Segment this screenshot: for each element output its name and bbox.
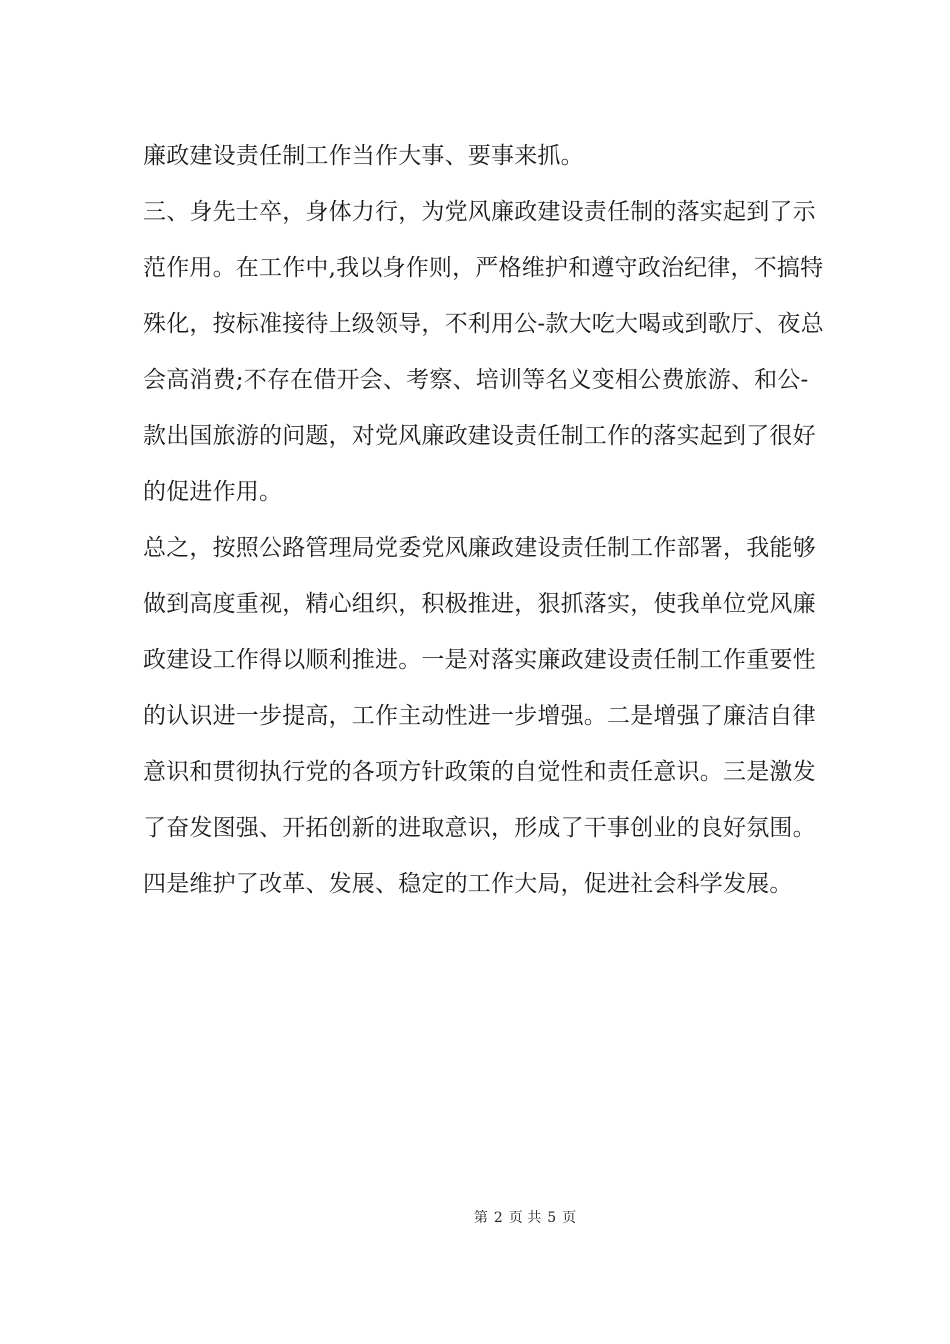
footer-suffix: 页 [562, 1210, 577, 1226]
text-line: 了奋发图强、开拓创新的进取意识，形成了干事创业的良好氛围。 [143, 815, 816, 841]
page-footer [0, 1208, 950, 1228]
document-body [143, 128, 824, 912]
text-line: 三、身先士卒，身体力行，为党风廉政建设责任制的落实起到了示 [143, 199, 816, 225]
current-page-number: 2 [493, 1210, 503, 1226]
text-line: 政建设工作得以顺利推进。一是对落实廉政建设责任制工作重要性 [143, 647, 816, 673]
footer-prefix: 第 [473, 1210, 488, 1226]
text-line: 的促进作用。 [143, 479, 283, 505]
text-line: 廉政建设责任制工作当作大事、要事来抓。 [143, 143, 584, 169]
text-line: 的认识进一步提高，工作主动性进一步增强。二是增强了廉洁自律 [143, 703, 816, 729]
text-line: 款出国旅游的问题，对党风廉政建设责任制工作的落实起到了很好 [143, 423, 816, 449]
text-line: 做到高度重视，精心组织，积极推进，狠抓落实，使我单位党风廉 [143, 591, 816, 617]
text-line: 范作用。在工作中,我以身作则，严格维护和遵守政治纪律，不搞特 [143, 255, 824, 281]
text-line: 殊化，按标准接待上级领导，不利用公-款大吃大喝或到歌厅、夜总 [143, 311, 824, 337]
text-line: 总之，按照公路管理局党委党风廉政建设责任制工作部署，我能够 [143, 535, 816, 561]
text-line: 四是维护了改革、发展、稳定的工作大局，促进社会科学发展。 [143, 871, 793, 897]
text-line: 会高消费;不存在借开会、考察、培训等名义变相公费旅游、和公- [143, 367, 809, 393]
total-page-count: 5 [547, 1210, 557, 1226]
footer-middle: 页 共 [508, 1210, 542, 1226]
text-line: 意识和贯彻执行党的各项方针政策的自觉性和责任意识。三是激发 [143, 759, 816, 785]
